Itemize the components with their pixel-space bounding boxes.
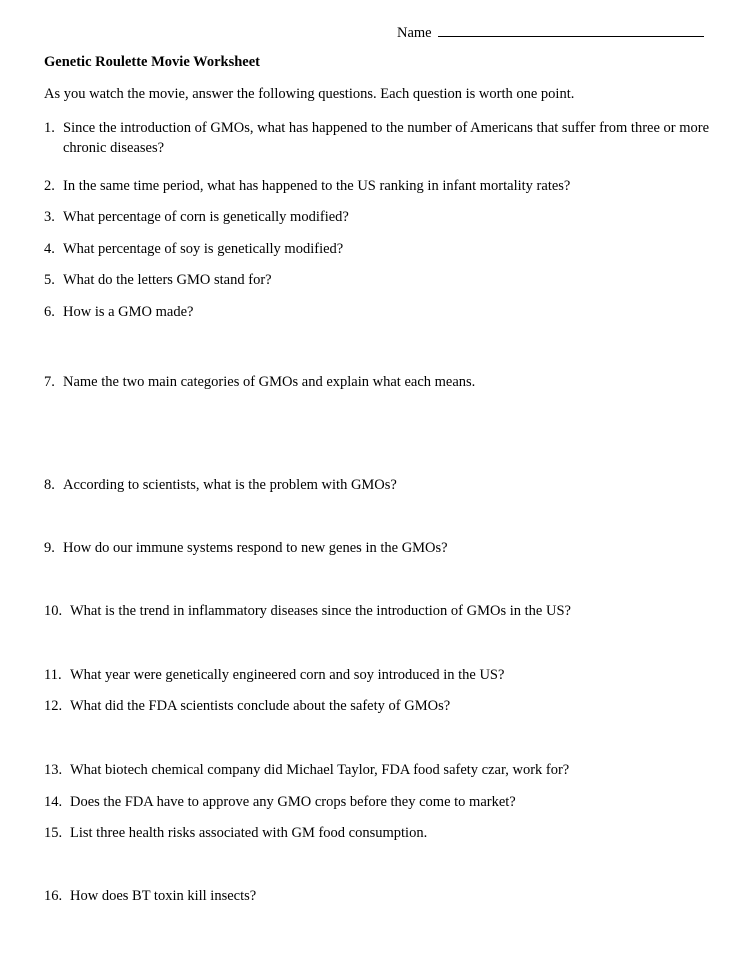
question-number: 7. (44, 374, 55, 390)
question-text: What year were genetically engineered corn and soy introduced in the US? (70, 667, 505, 683)
question-number: 10. (44, 603, 63, 619)
question-text: What percentage of soy is genetically modified? (63, 241, 344, 257)
question-item (44, 372, 714, 392)
question-item (44, 538, 714, 558)
question-number: 2. (44, 178, 55, 194)
question-text: What percentage of corn is genetically modified? (63, 209, 349, 225)
name-field-row (397, 22, 704, 42)
question-text: In the same time period, what has happened to the US ranking in infant mortality rates? (63, 178, 571, 194)
question-number: 6. (44, 304, 55, 320)
question-number: 14. (44, 794, 63, 810)
question-item (44, 696, 714, 716)
question-number: 1. (44, 120, 55, 136)
question-number: 13. (44, 762, 63, 778)
question-text: Does the FDA have to approve any GMO crops before they come to market? (70, 794, 516, 810)
instructions-text: As you watch the movie, answer the following questions. Each question is worth one point. (44, 86, 575, 102)
question-item (44, 118, 714, 158)
question-text: According to scientists, what is the problem with GMOs? (63, 477, 397, 493)
question-text: Name the two main categories of GMOs and explain what each means. (63, 374, 476, 390)
question-number: 15. (44, 825, 63, 841)
question-number: 16. (44, 888, 63, 904)
question-number: 9. (44, 540, 55, 556)
question-item (44, 665, 714, 685)
question-text: How do our immune systems respond to new genes in the GMOs? (63, 540, 448, 556)
question-text: What biotech chemical company did Michael Taylor, FDA food safety czar, work for? (70, 762, 570, 778)
question-item (44, 823, 714, 843)
question-number: 5. (44, 272, 55, 288)
question-text: What do the letters GMO stand for? (63, 272, 272, 288)
question-text: What is the trend in inflammatory diseases since the introduction of GMOs in the US? (70, 603, 571, 619)
question-number: 8. (44, 477, 55, 493)
question-number: 3. (44, 209, 55, 225)
question-item (44, 176, 714, 196)
question-text: What did the FDA scientists conclude about the safety of GMOs? (70, 698, 451, 714)
question-item (44, 239, 714, 259)
name-blank-line[interactable] (438, 22, 704, 37)
name-label: Name (397, 25, 432, 41)
question-item (44, 760, 714, 780)
question-text: How is a GMO made? (63, 304, 194, 320)
question-number: 12. (44, 698, 63, 714)
question-text: Since the introduction of GMOs, what has happened to the number of Americans that suffer from three or more chronic diseases? (63, 120, 710, 156)
question-item (44, 886, 714, 906)
question-text: How does BT toxin kill insects? (70, 888, 257, 904)
question-number: 11. (44, 667, 62, 683)
question-item (44, 302, 714, 322)
question-item (44, 270, 714, 290)
question-text: List three health risks associated with GM food consumption. (70, 825, 428, 841)
question-number: 4. (44, 241, 55, 257)
question-item (44, 792, 714, 812)
question-item (44, 601, 714, 621)
question-item (44, 475, 714, 495)
question-item (44, 207, 714, 227)
worksheet-title: Genetic Roulette Movie Worksheet (44, 54, 260, 70)
